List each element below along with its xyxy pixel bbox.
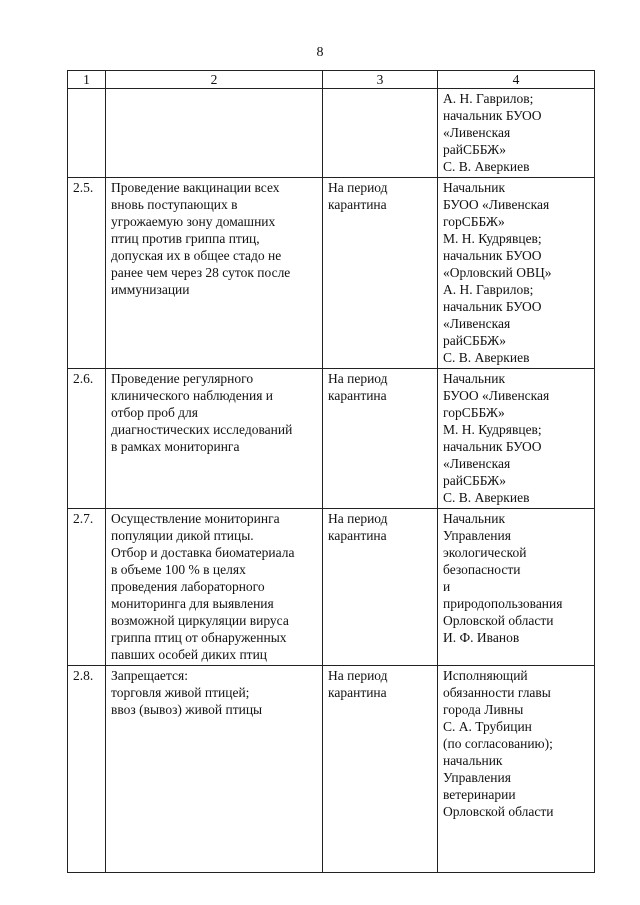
page-number: 8 xyxy=(316,45,324,60)
responsible-line: Исполняющий xyxy=(443,668,528,683)
table-body xyxy=(68,89,595,873)
measure-line: Проведение вакцинации всех xyxy=(111,180,280,195)
responsible-line: А. Н. Гаврилов; xyxy=(443,91,534,106)
row-number xyxy=(68,89,106,178)
measure-cell xyxy=(106,178,323,369)
measure-line: возможной циркуляции вируса xyxy=(111,613,289,628)
responsible-line: начальник БУОО xyxy=(443,299,542,314)
period-cell xyxy=(323,178,438,369)
responsible-line: «Ливенская xyxy=(443,456,511,471)
period-cell xyxy=(323,666,438,873)
responsible-line: ветеринарии xyxy=(443,787,516,802)
responsible-line: начальник xyxy=(443,753,503,768)
responsible-line: безопасности xyxy=(443,562,521,577)
responsible-line: (по согласованию); xyxy=(443,736,553,751)
measure-line: популяции дикой птицы. xyxy=(111,528,254,543)
period-line: На период xyxy=(328,668,388,683)
responsible-line: обязанности главы xyxy=(443,685,551,700)
period-line: карантина xyxy=(328,388,387,403)
responsible-line: А. Н. Гаврилов; xyxy=(443,282,534,297)
responsible-line: С. А. Трубицин xyxy=(443,719,532,734)
responsible-line: Начальник xyxy=(443,511,506,526)
header-col-2: 2 xyxy=(106,71,323,89)
measure-line: Отбор и доставка биоматериала xyxy=(111,545,295,560)
measure-line: допуская их в общее стадо не xyxy=(111,248,282,263)
responsible-line: БУОО «Ливенская xyxy=(443,197,550,212)
period-line: На период xyxy=(328,180,388,195)
period-line: На период xyxy=(328,511,388,526)
row-number: 2.7. xyxy=(68,509,106,666)
measure-line: торговля живой птицей; xyxy=(111,685,250,700)
period-line: карантина xyxy=(328,197,387,212)
responsible-line: начальник БУОО xyxy=(443,248,542,263)
table-row xyxy=(68,369,595,509)
measure-line: гриппа птиц от обнаруженных xyxy=(111,630,287,645)
measure-line: клинического наблюдения и xyxy=(111,388,274,403)
table-row xyxy=(68,178,595,369)
measure-line: диагностических исследований xyxy=(111,422,293,437)
responsible-line: райСББЖ» xyxy=(443,473,506,488)
table-header xyxy=(68,71,595,89)
period-line: На период xyxy=(328,371,388,386)
table-row xyxy=(68,666,595,873)
responsible-line: С. В. Аверкиев xyxy=(443,350,530,365)
measure-cell xyxy=(106,509,323,666)
measure-line: ввоз (вывоз) живой птицы xyxy=(111,702,263,717)
header-col-1: 1 xyxy=(68,71,106,89)
responsible-line: Орловской области xyxy=(443,804,554,819)
responsible-line: природопользования xyxy=(443,596,563,611)
measure-line: мониторинга для выявления xyxy=(111,596,274,611)
responsible-line: горСББЖ» xyxy=(443,405,505,420)
responsible-line: Управления xyxy=(443,770,511,785)
row-number: 2.8. xyxy=(68,666,106,873)
responsible-line: города Ливны xyxy=(443,702,524,717)
measure-line: Запрещается: xyxy=(111,668,188,683)
header-col-3: 3 xyxy=(323,71,438,89)
responsible-line: С. В. Аверкиев xyxy=(443,159,530,174)
measure-line: отбор проб для xyxy=(111,405,198,420)
header-col-4: 4 xyxy=(438,71,595,89)
responsible-line: Орловской области xyxy=(443,613,554,628)
header-row xyxy=(68,71,595,89)
table-row xyxy=(68,509,595,666)
measure-line: в рамках мониторинга xyxy=(111,439,240,454)
responsible-line: начальник БУОО xyxy=(443,108,542,123)
period-line: карантина xyxy=(328,685,387,700)
responsible-cell xyxy=(438,89,595,178)
responsible-cell xyxy=(438,509,595,666)
measure-cell xyxy=(106,666,323,873)
responsible-cell xyxy=(438,666,595,873)
responsible-line: начальник БУОО xyxy=(443,439,542,454)
responsible-line: Начальник xyxy=(443,180,506,195)
responsible-line: горСББЖ» xyxy=(443,214,505,229)
responsible-line: «Ливенская xyxy=(443,125,511,140)
responsible-line: «Ливенская xyxy=(443,316,511,331)
period-line: карантина xyxy=(328,528,387,543)
measure-line: павших особей диких птиц xyxy=(111,647,268,662)
measures-table xyxy=(67,70,595,873)
measure-line: птиц против гриппа птиц, xyxy=(111,231,260,246)
measure-line: Проведение регулярного xyxy=(111,371,254,386)
responsible-line: райСББЖ» xyxy=(443,142,506,157)
period-cell xyxy=(323,509,438,666)
responsible-line: Управления xyxy=(443,528,511,543)
row-number: 2.6. xyxy=(68,369,106,509)
table-row xyxy=(68,89,595,178)
responsible-line: Начальник xyxy=(443,371,506,386)
responsible-cell xyxy=(438,369,595,509)
measure-cell xyxy=(106,89,323,178)
measure-line: проведения лабораторного xyxy=(111,579,265,594)
period-cell xyxy=(323,369,438,509)
row-number: 2.5. xyxy=(68,178,106,369)
measure-line: в объеме 100 % в целях xyxy=(111,562,246,577)
responsible-line: С. В. Аверкиев xyxy=(443,490,530,505)
measure-line: угрожаемую зону домашних xyxy=(111,214,276,229)
period-cell xyxy=(323,89,438,178)
responsible-line: И. Ф. Иванов xyxy=(443,630,520,645)
measure-line: иммунизации xyxy=(111,282,190,297)
measure-line: ранее чем через 28 суток после xyxy=(111,265,291,280)
responsible-line: экологической xyxy=(443,545,527,560)
responsible-line: райСББЖ» xyxy=(443,333,506,348)
responsible-cell xyxy=(438,178,595,369)
measure-cell xyxy=(106,369,323,509)
measure-line: Осуществление мониторинга xyxy=(111,511,280,526)
responsible-line: М. Н. Кудрявцев; xyxy=(443,231,542,246)
responsible-line: «Орловский ОВЦ» xyxy=(443,265,552,280)
responsible-line: БУОО «Ливенская xyxy=(443,388,550,403)
responsible-line: М. Н. Кудрявцев; xyxy=(443,422,542,437)
responsible-line: и xyxy=(443,579,451,594)
measure-line: вновь поступающих в xyxy=(111,197,238,212)
